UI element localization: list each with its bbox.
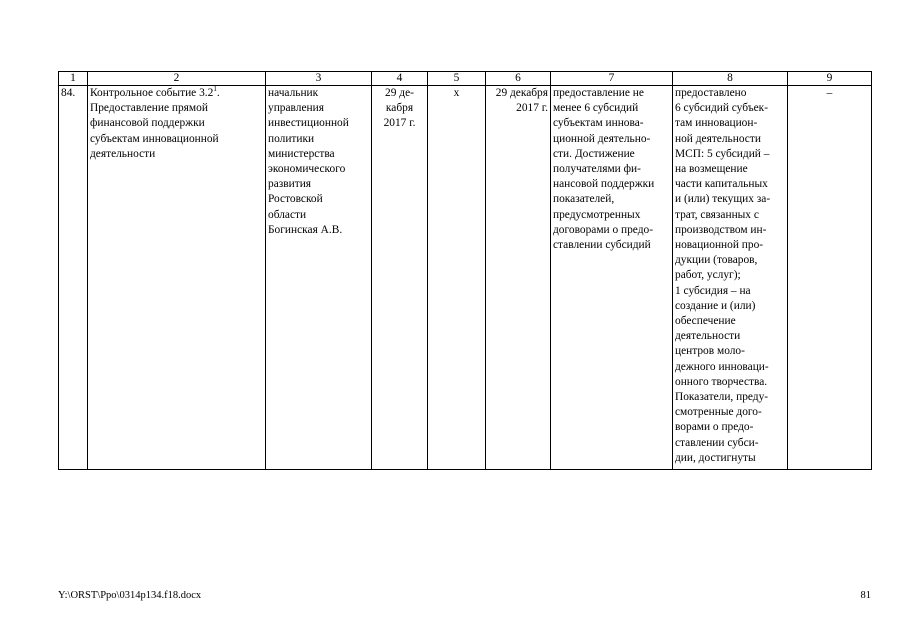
actual-line: 6 субсидий субъек- xyxy=(675,102,769,115)
actual-line: работ, услуг); xyxy=(675,269,741,282)
responsible-line: области xyxy=(268,208,307,221)
responsible-line: начальник xyxy=(268,87,319,99)
actual-line: МСП: 5 субсидий – xyxy=(675,147,770,160)
header-cell: 6 xyxy=(486,72,551,86)
actual-result-cell xyxy=(673,86,788,470)
responsible-line: Богинская А.В. xyxy=(268,223,343,236)
actual-line: и (или) текущих за- xyxy=(675,193,771,206)
header-cell: 1 xyxy=(59,72,88,86)
event-cell xyxy=(88,86,266,470)
actual-line: дежного инноваци- xyxy=(675,360,769,373)
actual-line: дукции (товаров, xyxy=(675,254,758,267)
actual-line: производством ин- xyxy=(675,223,767,236)
responsible-line: политики xyxy=(268,132,315,145)
expected-line: ставлении субсидий xyxy=(553,239,651,252)
event-line: деятельности xyxy=(90,147,156,160)
table-row xyxy=(59,86,872,470)
event-superscript: 1 xyxy=(213,85,217,94)
responsible-line: экономического xyxy=(268,163,346,176)
actual-line: 1 субсидия – на xyxy=(675,284,751,297)
actual-line: онного творчества. xyxy=(675,375,768,388)
fact-date-line: 29 декабря xyxy=(495,87,548,99)
actual-line: ставлении субси- xyxy=(675,436,759,449)
expected-line: менее 6 субсидий xyxy=(553,102,639,115)
actual-line: создание и (или) xyxy=(675,299,756,312)
fact-date-line: 2017 г. xyxy=(516,102,548,115)
responsible-line: Ростовской xyxy=(268,193,323,206)
responsible-line: управления xyxy=(268,102,324,115)
plan-date-line: 2017 г. xyxy=(383,117,416,130)
actual-line: части капитальных xyxy=(675,178,768,191)
col5-cell: х xyxy=(428,86,486,470)
actual-line: центров моло- xyxy=(675,345,745,358)
expected-line: сти. Достижение xyxy=(553,147,635,160)
actual-line: деятельности xyxy=(675,330,741,343)
header-cell: 2 xyxy=(88,72,266,86)
event-line: Предоставление прямой xyxy=(90,102,208,115)
col9-cell: – xyxy=(788,86,872,470)
responsible-cell xyxy=(266,86,372,470)
actual-line: ворами о предо- xyxy=(675,421,754,434)
plan-date-line: кабря xyxy=(385,102,414,115)
actual-line: смотренные дого- xyxy=(675,406,762,419)
actual-line: предоставлено xyxy=(675,87,747,99)
actual-line: обеспечение xyxy=(675,315,736,328)
header-cell: 3 xyxy=(266,72,372,86)
actual-line: на возмещение xyxy=(675,163,748,176)
event-tail: . xyxy=(216,87,220,99)
header-cell: 9 xyxy=(788,72,872,86)
fact-date-cell xyxy=(486,86,551,470)
header-row xyxy=(59,72,872,86)
header-cell: 8 xyxy=(673,72,788,86)
responsible-line: инвестиционной xyxy=(268,117,349,130)
page-number: 81 xyxy=(860,590,871,601)
responsible-line: министерства xyxy=(268,147,335,160)
actual-line: дии, достигнуты xyxy=(675,451,756,464)
expected-line: субъектам иннова- xyxy=(553,117,644,130)
actual-line: новационной про- xyxy=(675,239,764,252)
row-number: 84. xyxy=(59,86,88,470)
expected-line: ционной деятельно- xyxy=(553,132,651,145)
actual-line: трат, связанных с xyxy=(675,208,759,221)
expected-line: предусмотренных xyxy=(553,208,641,221)
expected-line: договорами о предо- xyxy=(553,223,653,236)
footer-file-path: Y:\ORST\Ppo\0314p134.f18.docx xyxy=(58,590,202,601)
event-line: Контрольное событие 3.2 xyxy=(90,87,214,99)
expected-line: получателями фи- xyxy=(553,163,641,176)
event-line: субъектам инновационной xyxy=(90,132,219,145)
plan-date-line: 29 де- xyxy=(385,87,414,99)
expected-result-cell xyxy=(551,86,673,470)
report-table xyxy=(58,71,872,470)
actual-line: ной деятельности xyxy=(675,132,761,145)
actual-line: Показатели, преду- xyxy=(675,391,769,404)
expected-line: предоставление не xyxy=(553,87,644,99)
responsible-line: развития xyxy=(268,178,312,191)
header-cell: 5 xyxy=(428,72,486,86)
actual-line: там инновацион- xyxy=(675,117,758,130)
header-cell: 4 xyxy=(372,72,428,86)
plan-date-cell xyxy=(372,86,428,470)
expected-line: показателей, xyxy=(553,193,615,206)
event-line: финансовой поддержки xyxy=(90,117,205,130)
header-cell: 7 xyxy=(551,72,673,86)
expected-line: нансовой поддержки xyxy=(553,178,655,191)
